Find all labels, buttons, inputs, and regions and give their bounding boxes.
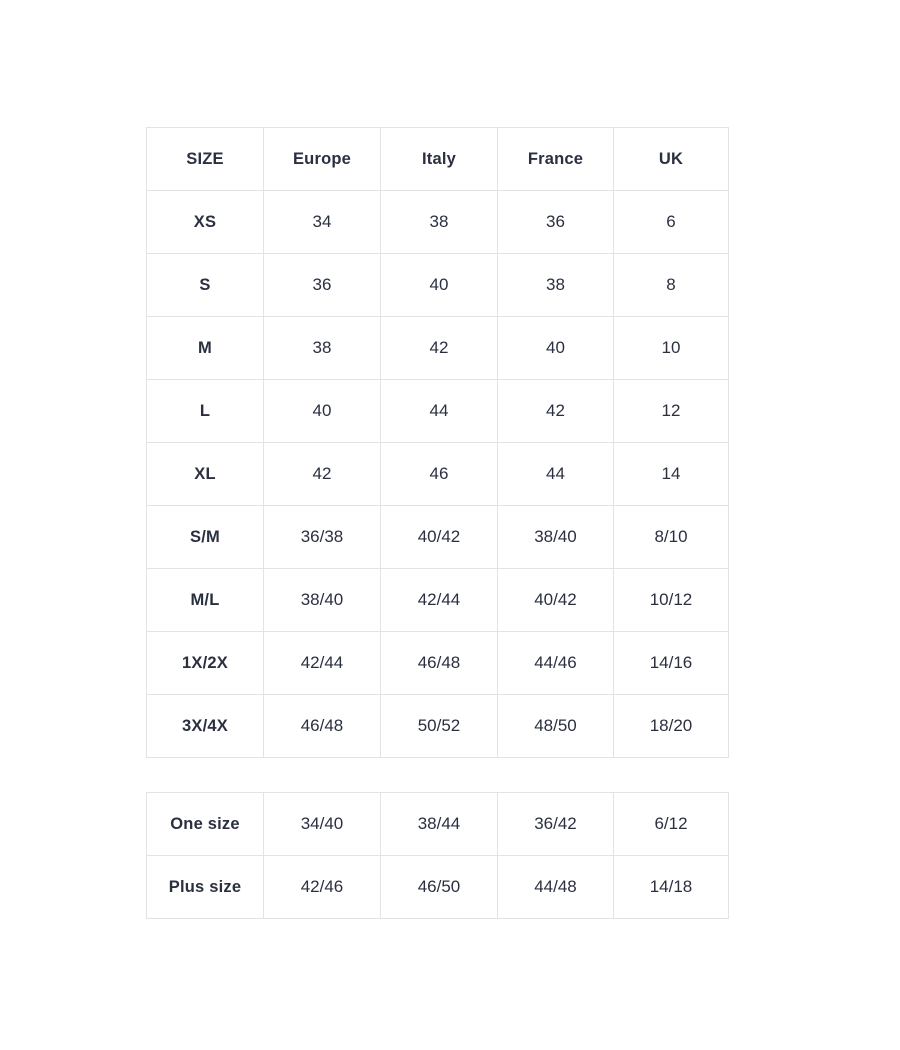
table-header-row (147, 128, 729, 191)
cell-europe: 36 (264, 254, 381, 317)
table-body (147, 793, 729, 919)
cell-europe: 34 (264, 191, 381, 254)
cell-france: 38/40 (498, 506, 614, 569)
cell-italy: 40/42 (381, 506, 498, 569)
cell-europe: 38/40 (264, 569, 381, 632)
table-row (147, 254, 729, 317)
table-row (147, 793, 729, 856)
table-row (147, 569, 729, 632)
table-row (147, 506, 729, 569)
table-body (147, 191, 729, 758)
cell-europe: 40 (264, 380, 381, 443)
table-header (147, 128, 729, 191)
cell-europe: 34/40 (264, 793, 381, 856)
row-label: M (147, 317, 264, 380)
row-label: One size (147, 793, 264, 856)
cell-france: 44/46 (498, 632, 614, 695)
cell-uk: 14/16 (614, 632, 729, 695)
row-label: L (147, 380, 264, 443)
cell-uk: 6/12 (614, 793, 729, 856)
row-label: XL (147, 443, 264, 506)
cell-uk: 14/18 (614, 856, 729, 919)
special-sizes-table (146, 792, 729, 919)
row-label: S/M (147, 506, 264, 569)
column-header-italy: Italy (381, 128, 498, 191)
cell-uk: 8 (614, 254, 729, 317)
column-header-uk: UK (614, 128, 729, 191)
cell-europe: 42/46 (264, 856, 381, 919)
row-label: 3X/4X (147, 695, 264, 758)
cell-italy: 42 (381, 317, 498, 380)
row-label: XS (147, 191, 264, 254)
size-conversion-table-container (146, 127, 728, 758)
row-label: S (147, 254, 264, 317)
cell-europe: 42 (264, 443, 381, 506)
cell-france: 38 (498, 254, 614, 317)
cell-uk: 18/20 (614, 695, 729, 758)
cell-italy: 40 (381, 254, 498, 317)
special-sizes-table-container (146, 792, 728, 919)
cell-europe: 42/44 (264, 632, 381, 695)
cell-italy: 50/52 (381, 695, 498, 758)
cell-italy: 46 (381, 443, 498, 506)
table-row (147, 695, 729, 758)
cell-italy: 42/44 (381, 569, 498, 632)
cell-france: 48/50 (498, 695, 614, 758)
table-row (147, 632, 729, 695)
table-row (147, 856, 729, 919)
size-conversion-table (146, 127, 729, 758)
cell-france: 44/48 (498, 856, 614, 919)
cell-europe: 46/48 (264, 695, 381, 758)
column-header-size: SIZE (147, 128, 264, 191)
table-row (147, 443, 729, 506)
cell-italy: 46/48 (381, 632, 498, 695)
cell-uk: 10 (614, 317, 729, 380)
cell-france: 40/42 (498, 569, 614, 632)
table-row (147, 317, 729, 380)
cell-france: 40 (498, 317, 614, 380)
cell-france: 36/42 (498, 793, 614, 856)
row-label: Plus size (147, 856, 264, 919)
cell-uk: 10/12 (614, 569, 729, 632)
cell-uk: 14 (614, 443, 729, 506)
row-label: 1X/2X (147, 632, 264, 695)
cell-europe: 36/38 (264, 506, 381, 569)
cell-uk: 8/10 (614, 506, 729, 569)
cell-europe: 38 (264, 317, 381, 380)
cell-uk: 6 (614, 191, 729, 254)
cell-france: 36 (498, 191, 614, 254)
cell-italy: 38/44 (381, 793, 498, 856)
table-row (147, 191, 729, 254)
cell-france: 42 (498, 380, 614, 443)
column-header-france: France (498, 128, 614, 191)
row-label: M/L (147, 569, 264, 632)
cell-italy: 46/50 (381, 856, 498, 919)
cell-italy: 38 (381, 191, 498, 254)
cell-france: 44 (498, 443, 614, 506)
column-header-europe: Europe (264, 128, 381, 191)
table-row (147, 380, 729, 443)
cell-italy: 44 (381, 380, 498, 443)
cell-uk: 12 (614, 380, 729, 443)
